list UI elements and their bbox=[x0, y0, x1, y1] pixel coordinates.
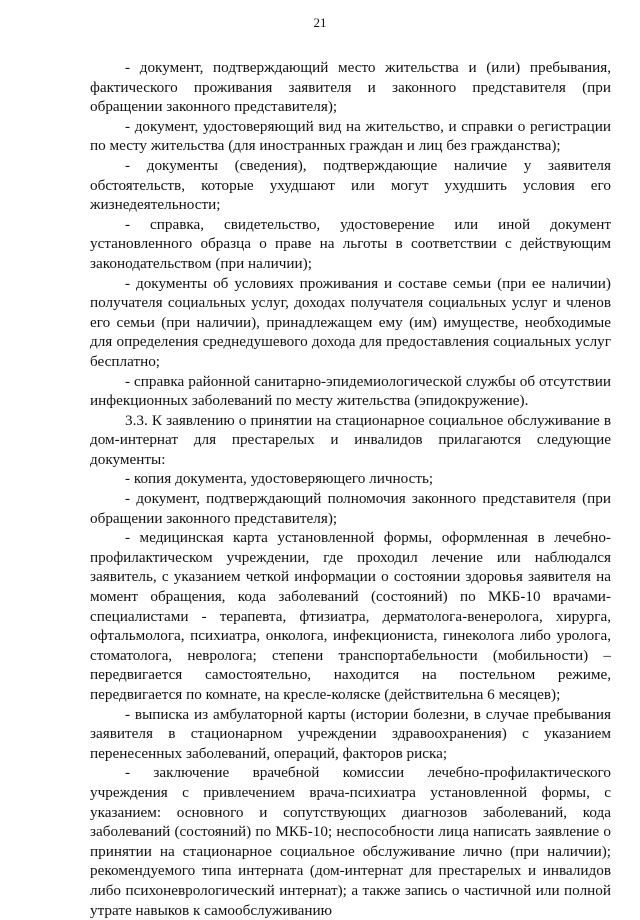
section-paragraph: 3.3. К заявлению о принятии на стационарное социальное обслуживание в дом-интернат для престарелых и инвалидов прилагаются следующие документы: bbox=[90, 411, 611, 468]
paragraph: - выписка из амбулаторной карты (истории болезни, в случае пребывания заявителя в стационарном учреждении здравоохранения) с указанием перенесенных заболеваний, операций, факторов риска; bbox=[90, 705, 611, 762]
document-body bbox=[90, 58, 611, 920]
page-number: 21 bbox=[313, 15, 327, 30]
paragraph: - справка, свидетельство, удостоверение или иной документ установленного образца о праве на льготы в соответствии с действующим законодательством (при наличии); bbox=[90, 215, 611, 272]
paragraph: - справка районной санитарно-эпидемиологической службы об отсутствии инфекционных заболеваний по месту жительства (эпидокружение). bbox=[90, 372, 611, 410]
paragraph: - документ, удостоверяющий вид на жительство, и справки о регистрации по месту жительства (для иностранных граждан и лиц без гражданства); bbox=[90, 117, 611, 155]
paragraph: - документ, подтверждающий полномочия законного представителя (при обращении законного представителя); bbox=[90, 490, 611, 527]
paragraph: - документы (сведения), подтверждающие наличие у заявителя обстоятельств, которые ухудшают или могут ухудшить условия его жизнедеятельности; bbox=[90, 156, 611, 214]
paragraph: - копия документа, удостоверяющего личность; bbox=[125, 470, 434, 488]
paragraph: - медицинская карта установленной формы, оформленная в лечебно-профилактическом учреждении, где проходил лечение или наблюдался заявитель, с указанием четкой информации о состоянии здоровья заявителя на момент обращения, кода заболеваний (состояний) по МКБ-10 врачами-специалистами - терапевта, фтизиатра, дерматолога-венеролога, хирурга, офтальмолога, психиатра, онколога, инфекциониста, гинеколога либо уролога, стоматолога, невролога; степени транспортабельности (мобильности) – передвигается самостоятельно, находится на постельном режиме, передвигается по комнате, на кресле-коляске (действительна 6 месяцев); bbox=[90, 529, 611, 703]
paragraph: - заключение врачебной комиссии лечебно-профилактического учреждения с привлечением врача-психиатра установленной формы, с указанием: основного и сопутствующих диагнозов заболеваний, кода заболеваний (состояний) по МКБ-10; неспособности лица написать заявление о принятии на стационарное социальное обслуживание лично (при наличии); рекомендуемого типа интерната (дом-интернат для престарелых и инвалидов либо психоневрологический интернат); а также запись о частичной или полной утрате навыков к самообслуживанию bbox=[90, 764, 611, 919]
paragraph: - документы об условиях проживания и составе семьи (при ее наличии) получателя социальных услуг, доходах получателя социальных услуг и членов его семьи (при наличии), принадлежащем ему (им) имуществе, необходимые для определения среднедушевого дохода для предоставления социальных услуг бесплатно; bbox=[90, 274, 611, 370]
paragraph: - документ, подтверждающий место жительства и (или) пребывания, фактического проживания заявителя и законного представителя (при обращении законного представителя); bbox=[90, 59, 611, 116]
